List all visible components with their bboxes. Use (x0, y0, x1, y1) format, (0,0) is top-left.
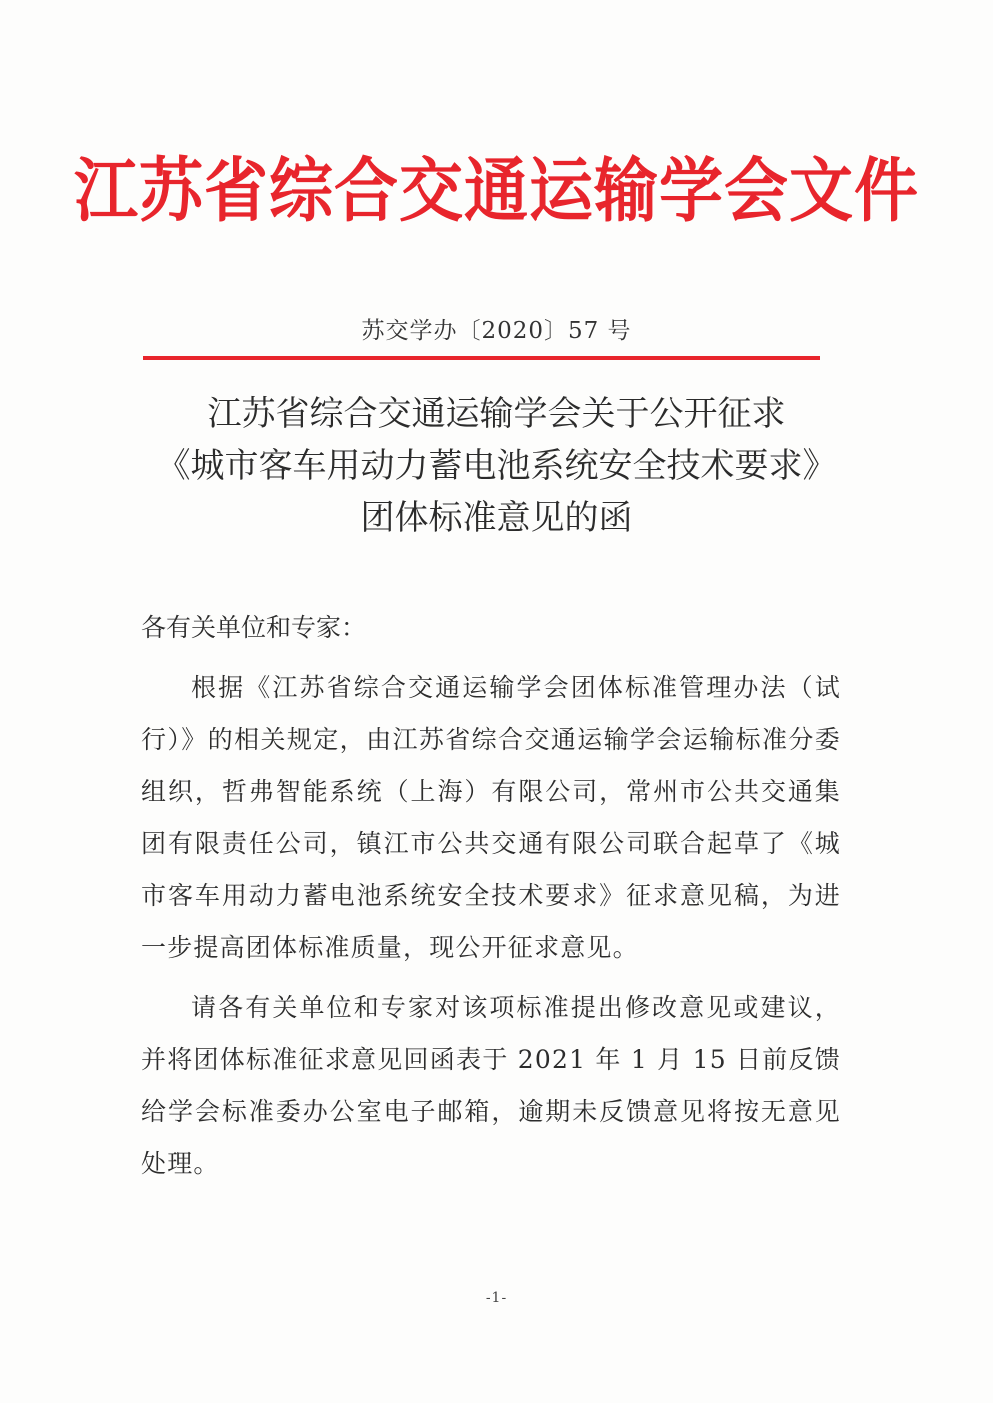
letter-title (0, 388, 993, 544)
document-header-title: 江苏省综合交通运输学会文件 (74, 152, 919, 232)
letter-body (141, 602, 841, 1190)
salutation: 各有关单位和专家： (141, 613, 367, 642)
page-number: -1- (485, 1290, 508, 1306)
body-paragraph-1: 根据《江苏省综合交通运输学会团体标准管理办法（试行）》的相关规定，由江苏省综合交通运输学会运输标准分委组织，哲弗智能系统（上海）有限公司，常州市公共交通集团有限责任公司，镇江市公共交通有限公司联合起草了《城市客车用动力蓄电池系统安全技术要求》征求意见稿，为进一步提高团体标准质量，现公开征求意见。 (141, 673, 841, 962)
red-divider-line (143, 356, 820, 360)
document-number: 苏交学办〔2020〕57 号 (361, 318, 632, 344)
letter-title-line-3: 团体标准意见的函 (360, 498, 633, 538)
body-paragraph-2: 请各有关单位和专家对该项标准提出修改意见或建议，并将团体标准征求意见回函表于 2021 年 1 月 15 日前反馈给学会标准委办公室电子邮箱，逾期未反馈意见将按无意见处理。 (141, 993, 841, 1178)
letter-title-line-2: 《城市客车用动力蓄电池系统安全技术要求》 (156, 446, 837, 486)
letter-title-line-1: 江苏省综合交通运输学会关于公开征求 (207, 394, 786, 434)
